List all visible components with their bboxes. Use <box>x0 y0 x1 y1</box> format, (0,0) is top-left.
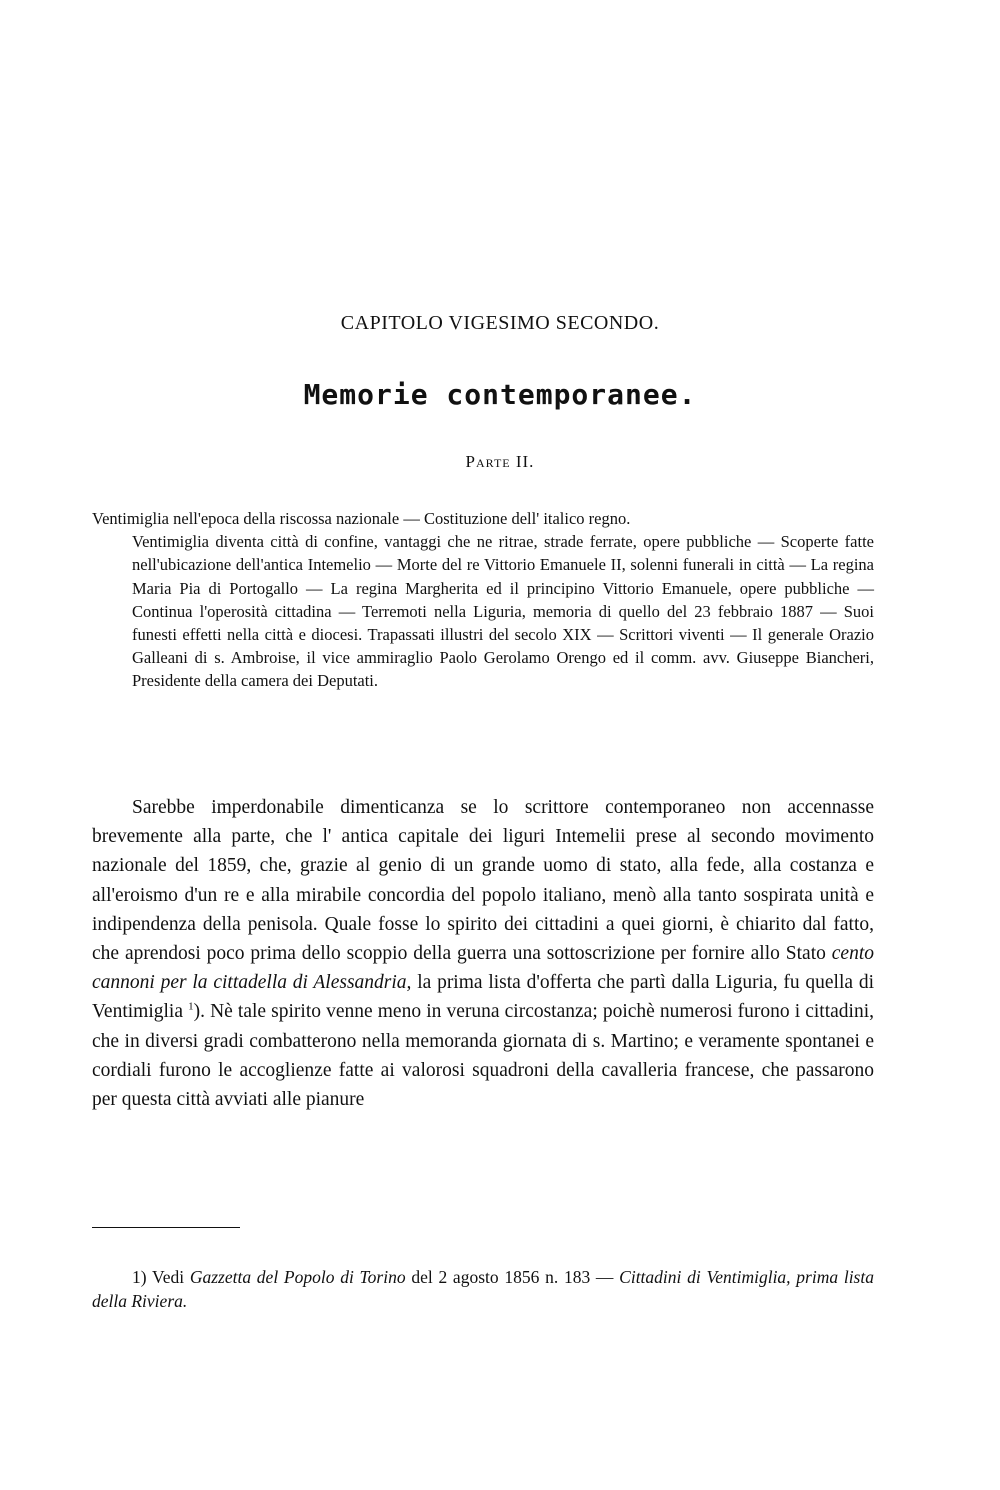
body-paragraph <box>92 793 874 1114</box>
footnote-divider <box>92 1227 240 1228</box>
body-text-part3: ). Nè tale spirito venne meno in veruna circostanza; poichè numerosi furono i cittadini, che in diversi gradi combatterono nella memoranda giornata di s. Martino; e veramente spontanei e cordiali furono le accoglienze fatte ai valorosi squadroni della cavalleria francese, che passarono per questa città avviati alle pianure <box>92 1001 874 1111</box>
chapter-summary <box>92 507 874 693</box>
part-label: Parte II. <box>465 452 535 471</box>
summary-first-line: Ventimiglia nell'epoca della riscossa nazionale — Costituzione dell' italico regno. <box>92 509 631 528</box>
footnote-number: 1) Vedi <box>132 1267 190 1287</box>
body-text-italic: cento cannoni per la cittadella di Alessandria, <box>92 943 874 994</box>
body-text-part2: la prima lista d'offerta che partì dalla Liguria, fu quella di Ventimiglia <box>92 972 874 1023</box>
footnote-source: Gazzetta del Popolo di Torino <box>189 1267 406 1287</box>
chapter-heading: CAPITOLO VIGESIMO SECONDO. <box>340 312 660 334</box>
chapter-title: Memorie contemporanee. <box>303 378 697 411</box>
body-text-part1: Sarebbe imperdonabile dimenticanza se lo scrittore contemporaneo non accennasse brevemente alla parte, che l' antica capitale dei liguri Intemelii prese al secondo movimento nazionale del 1859, che, grazie al genio di un grande uomo di stato, alla fede, alla costanza e all'eroismo d'un re e alla mirabile concordia del popolo italiano, menò alla tanto sospirata unità e indipendenza della penisola. Quale fosse lo spirito dei cittadini a quei giorni, è chiarito dal fatto, che aprendosi poco prima dello scoppio della guerra una sottoscrizione per fornire allo Stato <box>92 797 874 965</box>
summary-rest: Ventimiglia diventa città di confine, vantaggi che ne ritrae, strade ferrate, opere pubbliche — Scoperte fatte nell'ubicazione dell'antica Intemelio — Morte del re Vittorio Emanuele II, solenni funerali in città — La regina Maria Pia di Portogallo — La regina Margherita ed il principino Vittorio Emanuele, opere pubbliche — Continua l'operosità cittadina — Terremoti nella Liguria, memoria di quello del 23 febbraio 1887 — Suoi funesti effetti nella città e diocesi. Trapassati illustri del secolo XIX — Scrittori viventi — Il generale Orazio Galleani di s. Ambroise, il vice ammiraglio Paolo Gerolamo Orengo ed il comm. avv. Giuseppe Biancheri, Presidente della camera dei Deputati. <box>132 532 874 691</box>
footnote <box>92 1265 874 1313</box>
footnote-date: del 2 agosto 1856 n. 183 — <box>405 1267 620 1287</box>
footnote-reference[interactable]: 1 <box>188 1000 194 1013</box>
footnote-citation: Cittadini di Ventimiglia, prima lista della Riviera. <box>92 1267 874 1311</box>
